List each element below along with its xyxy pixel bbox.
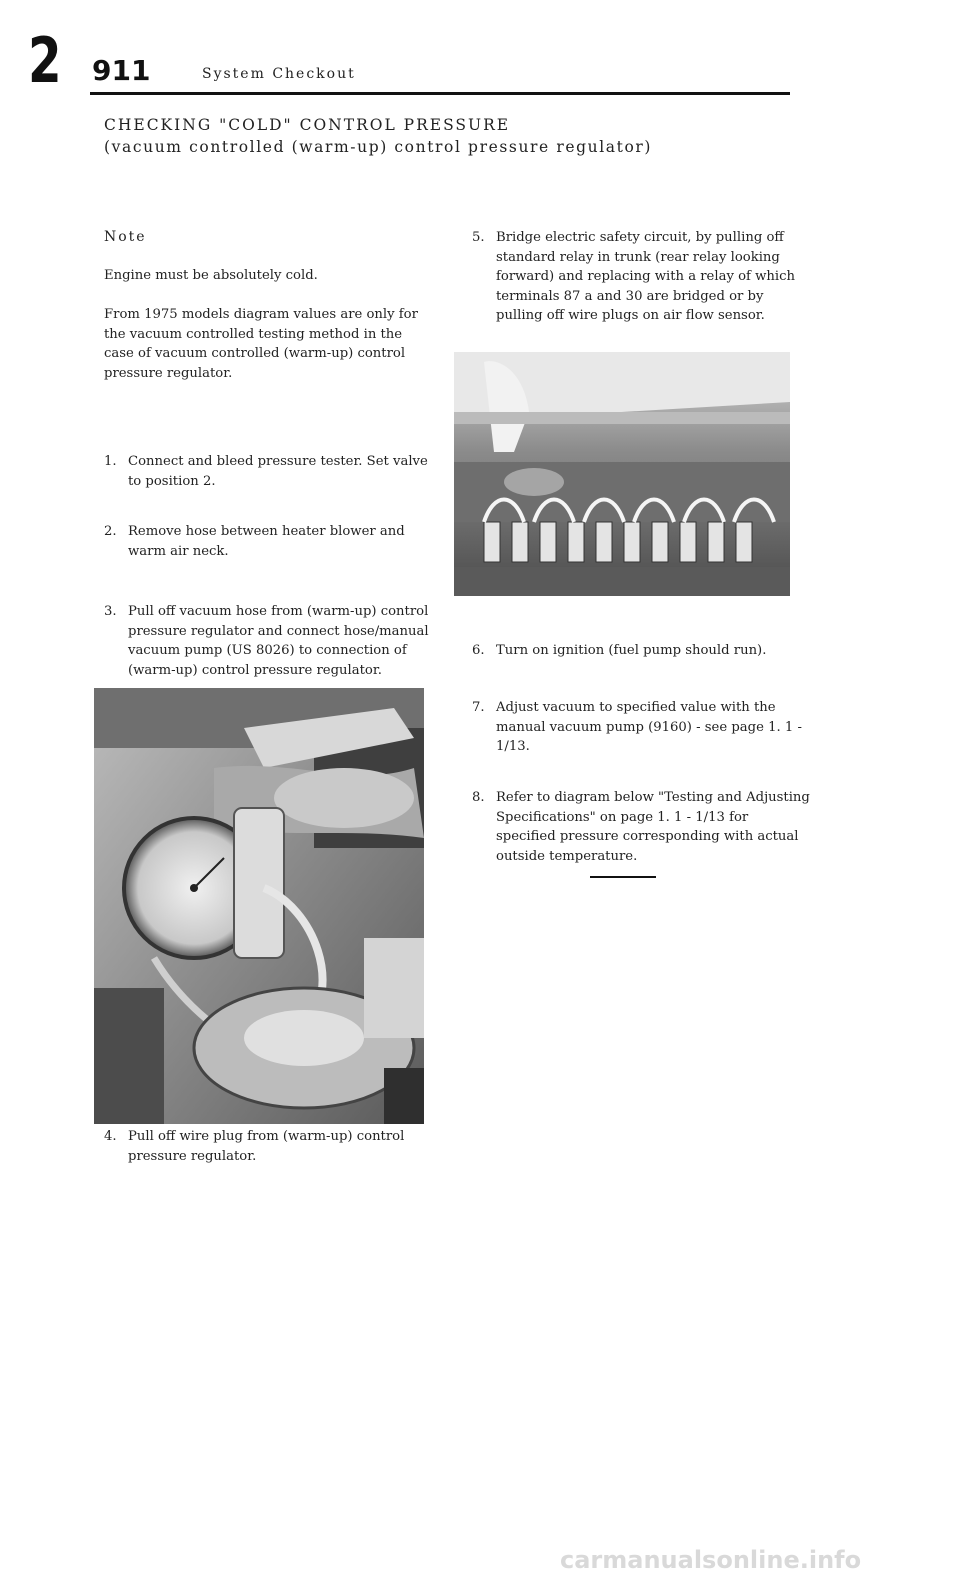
step-number: 7. [472,700,485,715]
step-item [472,788,812,866]
step-number: 1. [104,454,117,469]
step-text: Pull off vacuum hose from (warm-up) control pressure regulator and connect hose/manual vacuum pump (US 8026) to connection of (warm-up) control pressure regulator. [128,604,429,678]
note-paragraph: Engine must be absolutely cold. [104,268,318,283]
step-item [472,698,812,757]
page-title: CHECKING "COLD" CONTROL PRESSURE [104,116,511,134]
step-number: 3. [104,604,117,619]
step-text: Bridge electric safety circuit, by pulling off standard relay in trunk (rear relay looking forward) and replacing with a relay of which terminals 87 a and 30 are bridged or by pulling off wire plugs on air flow sensor. [496,230,795,323]
step-number: 6. [472,643,485,658]
step-item [472,641,812,661]
step-item [104,1127,434,1166]
photo-relay-board [454,352,790,596]
step-text: Refer to diagram below "Testing and Adjusting Specifications" on page 1. 1 - 1/13 for specified pressure corresponding with actual outside temperature. [496,790,810,864]
step-number: 4. [104,1129,117,1144]
step-text: Turn on ignition (fuel pump should run). [496,643,767,658]
header-rule [90,92,790,95]
step-text: Connect and bleed pressure tester. Set valve to position 2. [128,454,428,489]
end-of-section-rule [590,876,656,878]
step-text: Adjust vacuum to specified value with the manual vacuum pump (9160) - see page 1. 1 - 1/13. [496,700,802,754]
note-heading: Note [104,229,147,245]
step-item [104,452,434,491]
step-item [104,602,434,680]
watermark-text: carmanualsonline.info [560,1546,862,1574]
photo-pressure-tester [94,688,424,1124]
header-section-title: System Checkout [202,66,356,82]
step-number: 5. [472,230,485,245]
step-number: 8. [472,790,485,805]
model-number: 911 [92,54,151,87]
page-subtitle: (vacuum controlled (warm-up) control pressure regulator) [104,138,653,156]
step-number: 2. [104,524,117,539]
chapter-number: 2 [28,24,61,97]
step-text: Pull off wire plug from (warm-up) control pressure regulator. [128,1129,405,1164]
step-item [104,522,434,561]
step-item [472,228,812,326]
step-text: Remove hose between heater blower and warm air neck. [128,524,405,559]
note-paragraph: From 1975 models diagram values are only for the vacuum controlled testing method in the case of vacuum controlled (warm-up) control pressure regulator. [104,307,418,381]
